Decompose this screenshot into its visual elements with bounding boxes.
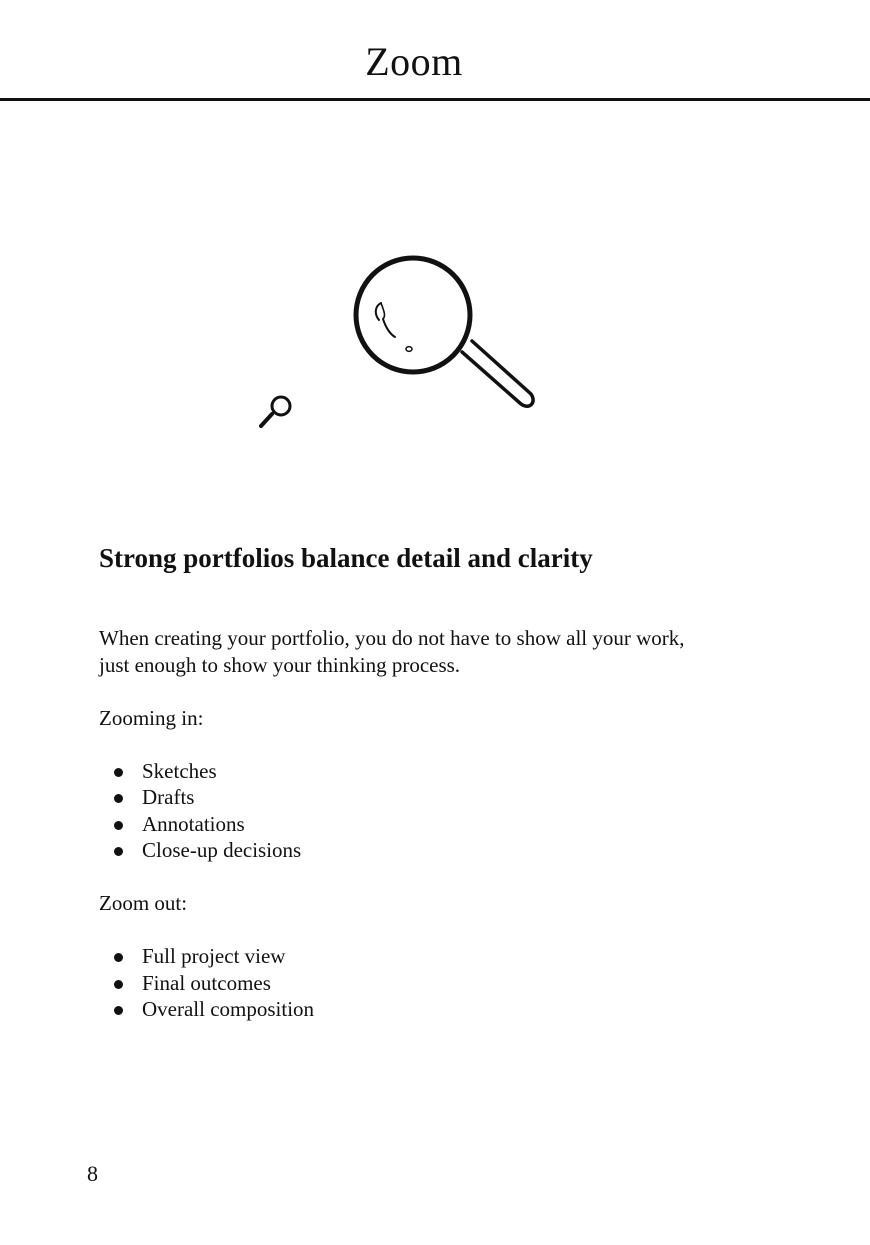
illustration — [0, 0, 870, 520]
list-item: Full project view — [99, 943, 799, 970]
page-title: Zoom — [365, 39, 463, 84]
intro-line-2: just enough to show your thinking process. — [99, 652, 461, 677]
page-number: 8 — [87, 1161, 98, 1186]
zoom-out-label: Zoom out: — [99, 891, 188, 915]
intro-line-1: When creating your portfolio, you do not have to show all your work, — [99, 626, 685, 650]
intro-paragraph — [99, 625, 799, 678]
list-item: Drafts — [99, 784, 799, 811]
section-heading: Strong portfolios balance detail and clarity — [99, 543, 593, 573]
list-item: Annotations — [99, 811, 799, 838]
zoom-in-label: Zooming in: — [99, 705, 204, 730]
zoom-in-list — [99, 758, 799, 864]
zoom-out-list — [99, 943, 799, 1023]
list-item: Final outcomes — [99, 970, 799, 997]
body-text — [99, 625, 799, 1049]
large-magnifying-glass-icon — [356, 258, 533, 406]
list-item: Sketches — [99, 758, 799, 785]
list-item: Close-up decisions — [99, 837, 799, 864]
list-item: Overall composition — [99, 996, 799, 1023]
small-magnifying-glass-icon — [261, 397, 290, 426]
